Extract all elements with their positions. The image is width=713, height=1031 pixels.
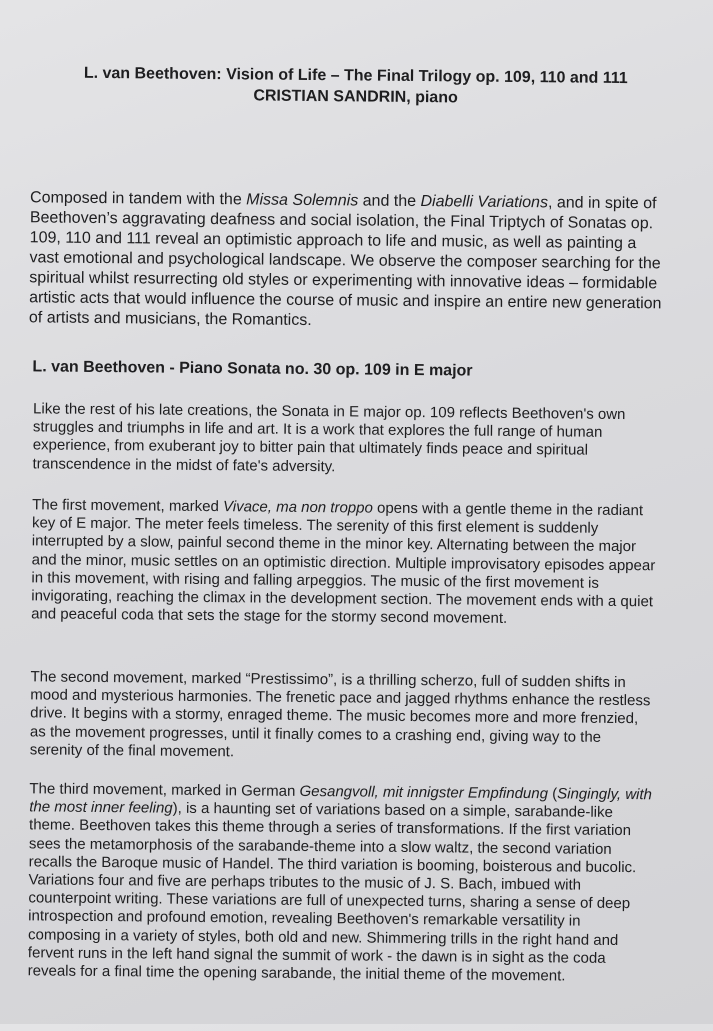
sonata-heading: L. van Beethoven - Piano Sonata no. 30 op. 109 in E major (32, 358, 473, 380)
intro-text-end: , and in spite of Beethoven’s aggravating deafness and social isolation, the Final Triptych of Sonatas op. 109, 110 and 111 reveal an optimistic approach to life and music, as well as painting a vast emotional and psychological landscape. We observe the composer searching for the spiritual whilst resurrecting old styles or experimenting with innovative ideas – formidable artistic acts that would influence the course of music and inspire an entire new generation of artists and musicians, the Romantics. (28, 194, 662, 330)
third-movement-open-paren: ( (547, 785, 558, 803)
intro-text-between: and the (358, 192, 421, 211)
tempo-marking-vivace: Vivace, ma non troppo (222, 498, 373, 517)
document-header (0, 62, 712, 111)
tempo-marking-translation: Singingly, with the most inner feeling (29, 785, 653, 817)
third-movement-paragraph (28, 780, 655, 986)
third-movement-text-start: The third movement, marked in German (29, 780, 300, 800)
document-title: L. van Beethoven: Vision of Life – The Final Trilogy op. 109, 110 and 111 (83, 64, 628, 88)
first-movement-text-start: The first movement, marked (32, 496, 224, 516)
first-movement-text-end: opens with a gentle theme in the radiant key of E major. The meter feels timeless. The serenity of this first element is suddenly interrupted by a slow, painful second theme in the minor key. Alternating between the major and the minor, music settles on an optimistic direction. Multiple improvisatory episodes appear in this movement, with rising and falling arpeggios. The music of the first movement is invigorating, reaching the climax in the development section. The movement ends with a quiet and peaceful coda that sets the stage for the stormy second movement. (31, 499, 656, 628)
intro-paragraph (29, 188, 670, 334)
performer-line: CRISTIAN SANDRIN, piano (253, 87, 458, 107)
first-movement-paragraph (31, 496, 657, 629)
tempo-marking-gesangvoll: Gesangvoll, mit innigster Empfindung (299, 782, 549, 803)
sonata-overview-paragraph: Like the rest of his late creations, the Sonata in E major op. 109 reflects Beethoven's own struggles and triumphs in life and art. It is a work that explores the full range of human experience, from exuberant joy to bitter pain that ultimately finds peace and spiritual transcendence in the midst of fate's adversity. (32, 400, 626, 475)
intro-text-start: Composed in tandem with the (30, 189, 247, 209)
second-movement-paragraph: The second movement, marked “Prestissimo”, is a thrilling scherzo, full of sudden shifts in mood and mysterious harmonies. The frenetic pace and jagged rhythms enhance the restless drive. It begins with a stormy, enraged theme. The music becomes more and more frenzied, as the movement progresses, until it finally comes to a crashing end, giving way to the serenity of the final movement. (29, 668, 651, 761)
work-title-diabelli-variations: Diabelli Variations (420, 193, 549, 212)
work-title-missa-solemnis: Missa Solemnis (246, 191, 359, 210)
third-movement-text-end: ), is a haunting set of variations based on a simple, sarabande-like theme. Beethoven takes this theme through a series of transformations. If the first variation sees the metamorphosis of the sarabande-theme into a slow waltz, the second variation recalls the Baroque music of Handel. The third variation is booming, boisterous and bucolic. Variations four and five are perhaps tributes to the music of J. S. Bach, imbued with counterpoint writing. These variations are full of unexpected turns, sharing a sense of deep introspection and profound emotion, revealing Beethoven's remarkable versatility in composing in a variety of styles, both old and new. Shimmering trills in the right hand and fervent runs in the left hand signal the summit of work - the dawn is in sight as the coda reveals for a final time the opening sarabande, the initial theme of the movement. (27, 799, 637, 985)
